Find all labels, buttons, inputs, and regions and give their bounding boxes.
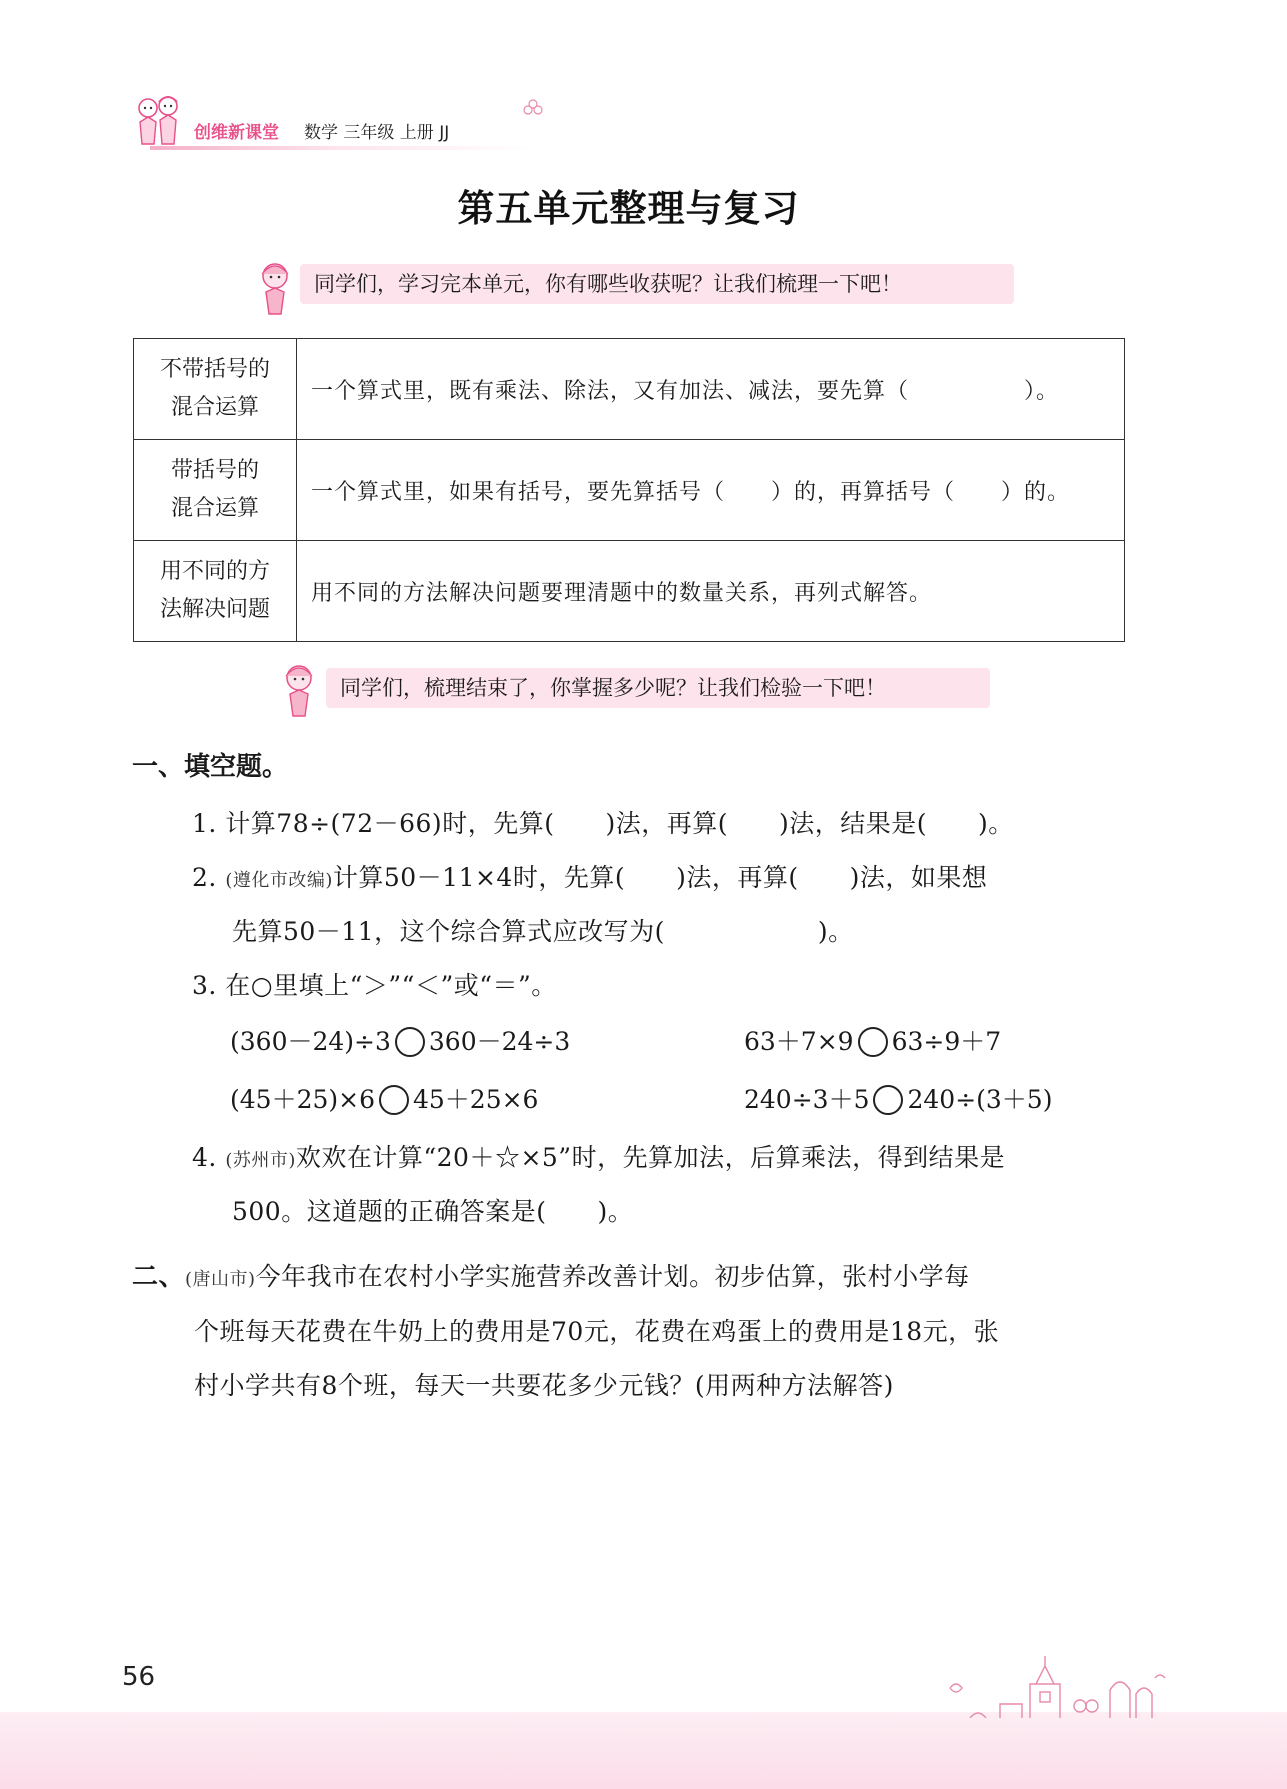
question-source: (唐山市) <box>185 1269 256 1290</box>
category-line: 混合运算 <box>170 395 259 420</box>
category-line: 法解决问题 <box>159 597 270 622</box>
summary-category <box>134 440 297 541</box>
section-2-problem <box>132 1256 970 1293</box>
comparison-item <box>230 1022 570 1061</box>
summary-category <box>134 541 297 642</box>
question-4 <box>192 1138 1005 1174</box>
flower-icon <box>522 98 544 120</box>
summary-description: 用不同的方法解决问题要理清题中的数量关系，再列式解答。 <box>297 541 1125 642</box>
page-header <box>128 92 528 152</box>
comparison-item <box>744 1080 1052 1119</box>
question-2-continued: 先算50－11，这个综合算式应改写为( )。 <box>232 917 854 946</box>
summary-description: 一个算式里，如果有括号，要先算括号（ ）的，再算括号（ ）的。 <box>297 440 1125 541</box>
question-2 <box>192 858 987 894</box>
question-text: 今年我市在农村小学实施营养改善计划。初步估算，张村小学每 <box>255 1262 970 1291</box>
section-2-line-2: 个班每天花费在牛奶上的费用是70元，花费在鸡蛋上的费用是18元，张 <box>194 1317 1000 1346</box>
brand-name: 创维新课堂 <box>194 123 279 143</box>
question-source: (苏州市) <box>225 1150 296 1171</box>
page-title: 第五单元整理与复习 <box>457 187 800 230</box>
answer-circle[interactable] <box>395 1027 425 1057</box>
question-number: 2. <box>192 863 226 892</box>
category-line: 带括号的 <box>170 458 259 483</box>
category-line: 不带括号的 <box>159 357 270 382</box>
question-text: 计算50－11×4时，先算( )法，再算( )法，如果想 <box>332 863 988 892</box>
table-row <box>134 440 1125 541</box>
book-subtitle: 数学 三年级 上册 JJ <box>304 123 450 143</box>
answer-circle[interactable] <box>858 1027 888 1057</box>
expression-left: (45＋25)×6 <box>230 1085 375 1114</box>
header-divider <box>150 146 530 150</box>
answer-circle[interactable] <box>379 1085 409 1115</box>
question-text: 欢欢在计算“20＋☆×5”时，先算加法，后算乘法，得到结果是 <box>295 1143 1006 1172</box>
girl-mascot-icon <box>252 258 298 322</box>
expression-left: 240÷3＋5 <box>744 1085 870 1114</box>
comparison-item <box>230 1080 538 1119</box>
footer-band <box>0 1712 1287 1789</box>
page-number: 56 <box>122 1662 156 1692</box>
expression-right: 45＋25×6 <box>412 1085 539 1114</box>
expression-right: 63÷9＋7 <box>891 1027 1002 1056</box>
castle-decoration-icon <box>940 1648 1170 1718</box>
question-number: 4. <box>192 1143 226 1172</box>
expression-left: (360－24)÷3 <box>230 1027 391 1056</box>
expression-left: 63＋7×9 <box>744 1027 854 1056</box>
question-3: 3. 在○里填上“＞”“＜”或“＝”。 <box>192 971 557 1000</box>
section-heading-fill-blank: 一、填空题。 <box>132 752 289 782</box>
girl-mascot-icon <box>276 660 322 724</box>
comparison-item <box>744 1022 1001 1061</box>
kids-mascot-icon <box>128 92 188 152</box>
table-row <box>134 541 1125 642</box>
section-number: 二、 <box>132 1262 186 1292</box>
summary-category <box>134 339 297 440</box>
summary-table <box>133 338 1125 642</box>
expression-right: 360－24÷3 <box>428 1027 571 1056</box>
question-4-continued: 500。这道题的正确答案是( )。 <box>232 1197 634 1226</box>
category-line: 用不同的方 <box>159 559 270 584</box>
table-row <box>134 339 1125 440</box>
section-2-line-3: 村小学共有8个班，每天一共要花多少元钱？(用两种方法解答) <box>194 1371 894 1400</box>
answer-circle[interactable] <box>873 1085 903 1115</box>
tip-banner-review: 同学们，学习完本单元，你有哪些收获呢？让我们梳理一下吧！ <box>300 264 1014 304</box>
question-1: 1. 计算78÷(72－66)时，先算( )法，再算( )法，结果是( )。 <box>192 809 1014 838</box>
tip-banner-check: 同学们，梳理结束了，你掌握多少呢？让我们检验一下吧！ <box>326 668 990 708</box>
expression-right: 240÷(3＋5) <box>907 1085 1053 1114</box>
summary-description: 一个算式里，既有乘法、除法，又有加法、减法，要先算（ ）。 <box>297 339 1125 440</box>
question-source: (遵化市改编) <box>225 870 333 891</box>
category-line: 混合运算 <box>170 496 259 521</box>
